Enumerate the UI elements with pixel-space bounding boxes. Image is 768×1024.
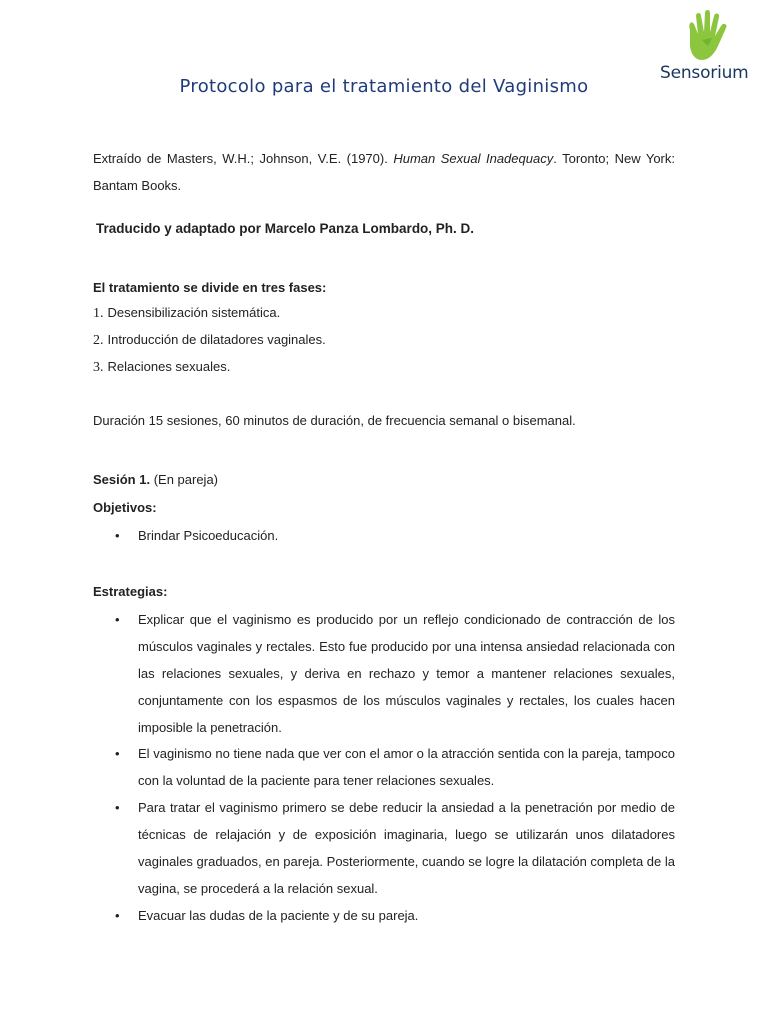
strategy-text: Evacuar las dudas de la paciente y de su pareja. <box>138 908 419 923</box>
bullet-icon: • <box>115 528 120 543</box>
strategy-item <box>115 902 675 929</box>
session-label: Sesión 1. <box>93 472 151 487</box>
logo-brand-text: Sensorium <box>660 63 749 83</box>
citation-suffix: . Toronto; New York: Bantam Books. <box>93 151 675 193</box>
bullet-icon: • <box>115 800 120 815</box>
strategy-text: Para tratar el vaginismo primero se debe reducir la ansiedad a la penetración por medio de técnicas de relajación y de exposición imaginaria, luego se utilizarán unos dilatadores vaginales graduados, en pareja. Posteriormente, cuando se logre la dilatación completa de la vagina, se procederá a la relación sexual. <box>138 800 675 896</box>
duration-text: Duración 15 sesiones, 60 minutos de duración, de frecuencia semanal o bisemanal. <box>93 413 576 428</box>
session-heading <box>93 472 218 487</box>
phase-number: 3. <box>93 360 104 375</box>
bullet-icon: • <box>115 746 120 761</box>
strategy-text: Explicar que el vaginismo es producido por un reflejo condicionado de contracción de los músculos vaginales y rectales. Esto fue producido por una intensa ansiedad relacionada con las relaciones sexuales, y deriva en rechazo y temor a mantener relaciones sexuales, conjuntamente con los espasmos de los músculos vaginales y rectales, los cuales hacen imposible la penetración. <box>138 612 675 735</box>
strategy-item <box>115 606 675 741</box>
translator-credit: Traducido y adaptado por Marcelo Panza Lombardo, Ph. D. <box>96 221 475 236</box>
phase-text: Desensibilización sistemática. <box>107 305 281 320</box>
objective-text: Brindar Psicoeducación. <box>138 528 279 543</box>
strategy-text: El vaginismo no tiene nada que ver con el amor o la atracción sentida con la pareja, tampoco con la voluntad de la paciente para tener relaciones sexuales. <box>138 746 675 788</box>
strategies-heading: Estrategias: <box>93 584 168 599</box>
strategy-item <box>115 740 675 794</box>
phase-text: Introducción de dilatadores vaginales. <box>107 332 326 347</box>
phase-text: Relaciones sexuales. <box>107 359 231 374</box>
sensorium-logo <box>660 10 756 86</box>
objective-item <box>115 522 675 549</box>
phase-item-3 <box>93 359 230 376</box>
hand-icon <box>678 10 734 64</box>
citation-prefix: Extraído de Masters, W.H.; Johnson, V.E. (1970). <box>93 151 394 166</box>
phase-number: 1. <box>93 306 104 321</box>
session-note: (En pareja) <box>150 472 218 487</box>
bullet-icon: • <box>115 612 120 627</box>
phase-item-1 <box>93 305 280 322</box>
citation-book-title: Human Sexual Inadequacy <box>393 151 554 166</box>
phases-heading: El tratamiento se divide en tres fases: <box>93 280 327 295</box>
objectives-heading: Objetivos: <box>93 500 157 515</box>
citation <box>93 145 675 199</box>
bullet-icon: • <box>115 908 120 923</box>
strategy-item <box>115 794 675 902</box>
phase-item-2 <box>93 332 326 349</box>
document-title: Protocolo para el tratamiento del Vaginismo <box>179 76 589 97</box>
phase-number: 2. <box>93 333 104 348</box>
